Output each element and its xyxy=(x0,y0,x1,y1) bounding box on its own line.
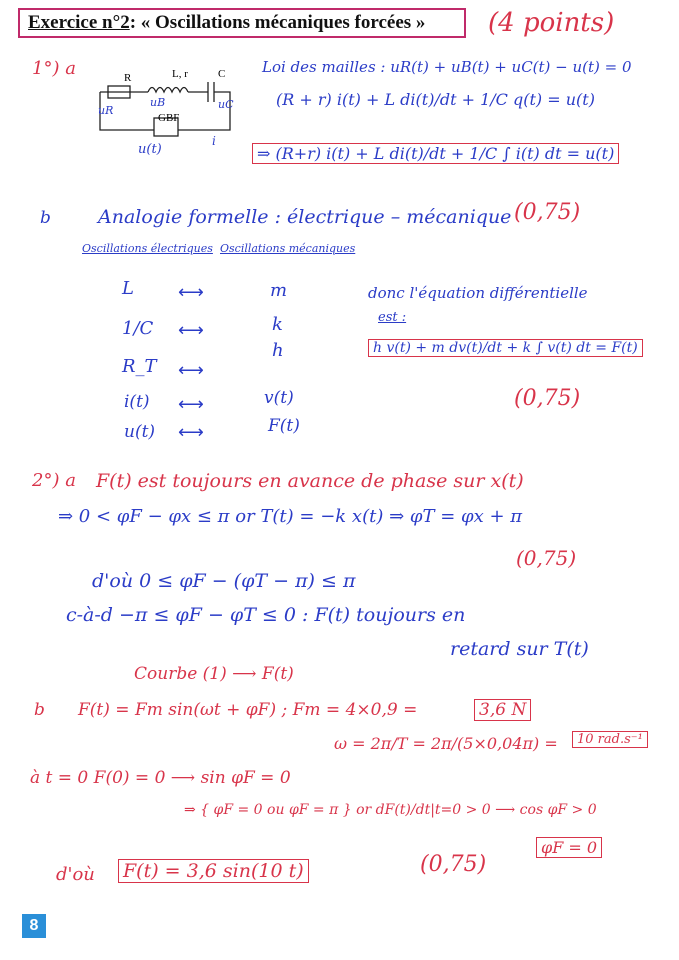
part2a-line1: F(t) est toujours en avance de phase sur x(t) xyxy=(96,470,524,492)
final-prefix: d'où xyxy=(56,864,95,885)
analogy-elec-1: 1/C xyxy=(122,318,154,339)
analogy-score: (0,75) xyxy=(514,200,581,225)
part2b-omega: ω = 2π/T = 2π/(5×0,04π) = xyxy=(334,734,558,753)
part2a-line2: ⇒ 0 < φF − φx ≤ π or T(t) = −k x(t) ⇒ φT = φx + π xyxy=(58,506,523,527)
analogy-title: Analogie formelle : électrique – mécanique xyxy=(98,206,512,228)
equation-score: (0,75) xyxy=(514,386,581,411)
analogy-meca-4: F(t) xyxy=(268,416,300,436)
col-electric-header: Oscillations électriques xyxy=(82,242,213,255)
page-number-badge: 8 xyxy=(22,914,46,938)
part2b-marker: b xyxy=(34,700,45,720)
eq-intro-2: est : xyxy=(378,310,407,325)
part1a-line1: Loi des mailles : uR(t) + uB(t) + uC(t) − u(t) = 0 xyxy=(262,58,632,76)
circuit-label-ur: uR xyxy=(98,104,114,117)
analogy-elec-0: L xyxy=(122,278,134,299)
part1a-line2: (R + r) i(t) + L di(t)/dt + 1/C q(t) = u(t) xyxy=(276,90,595,109)
circuit-label-gbf: GBF xyxy=(158,112,180,124)
analogy-elec-4: u(t) xyxy=(124,422,156,442)
circuit-label-ut: u(t) xyxy=(138,142,162,157)
part1b-marker: b xyxy=(40,208,51,228)
circuit-label-uc: uC xyxy=(218,98,234,111)
circuit-label-ub: uB xyxy=(150,96,166,109)
part2a-line4: c-à-d −π ≤ φF − φT ≤ 0 : F(t) toujours en xyxy=(66,604,466,626)
circuit-label-r: R xyxy=(124,72,132,84)
part2b-score: (0,75) xyxy=(420,852,487,877)
analogy-meca-1: k xyxy=(272,314,283,335)
part2b-line3: à t = 0 F(0) = 0 ⟶ sin φF = 0 xyxy=(30,768,291,788)
final-result: F(t) = 3,6 sin(10 t) xyxy=(118,860,309,882)
part1a-marker: 1°) a xyxy=(32,58,76,79)
part1a-result: ⇒ (R+r) i(t) + L di(t)/dt + 1/C ∫ i(t) dt = u(t) xyxy=(252,144,619,163)
fm-result: 3,6 N xyxy=(474,700,531,720)
part2a-score: (0,75) xyxy=(516,546,577,570)
circuit-label-c: C xyxy=(218,68,226,80)
analogy-arrow-icon: ⟷ xyxy=(178,282,204,303)
phi-result: φF = 0 xyxy=(536,838,602,857)
col-mechanic-header: Oscillations mécaniques xyxy=(220,242,356,255)
analogy-arrow-icon: ⟷ xyxy=(178,320,204,341)
part2b-line1: F(t) = Fm sin(ωt + φF) ; Fm = 4×0,9 = xyxy=(78,700,418,720)
eq-intro: donc l'équation différentielle xyxy=(368,284,588,302)
exercise-title xyxy=(18,8,466,38)
part2a-line5: retard sur T(t) xyxy=(450,638,589,660)
title-prefix: Exercice n°2 xyxy=(28,12,130,33)
circuit-label-i: i xyxy=(212,134,216,148)
part2b-line4: ⇒ { φF = 0 ou φF = π } or dF(t)/dt|t=0 > 0 ⟶ cos φF > 0 xyxy=(184,802,597,818)
analogy-meca-0: m xyxy=(270,280,288,301)
coil-symbol xyxy=(148,88,188,93)
circuit-label-l: L, r xyxy=(172,68,188,80)
analogy-meca-2: h xyxy=(272,340,284,361)
courbe-assignment: Courbe (1) ⟶ F(t) xyxy=(134,664,294,684)
analogy-elec-2: R_T xyxy=(122,356,157,377)
analogy-arrow-icon: ⟷ xyxy=(178,360,204,381)
analogy-elec-3: i(t) xyxy=(124,392,150,412)
part2a-line3: d'où 0 ≤ φF − (φT − π) ≤ π xyxy=(92,570,356,592)
mechanical-equation: h v(t) + m dv(t)/dt + k ∫ v(t) dt = F(t) xyxy=(368,340,643,356)
analogy-meca-3: v(t) xyxy=(264,388,294,408)
points-note: (4 points) xyxy=(488,8,615,38)
omega-result: 10 rad.s⁻¹ xyxy=(572,732,648,747)
analogy-arrow-icon: ⟷ xyxy=(178,422,204,443)
part2a-marker: 2°) a xyxy=(32,470,76,491)
title-rest: : « Oscillations mécaniques forcées » xyxy=(129,12,426,33)
analogy-arrow-icon: ⟷ xyxy=(178,394,204,415)
